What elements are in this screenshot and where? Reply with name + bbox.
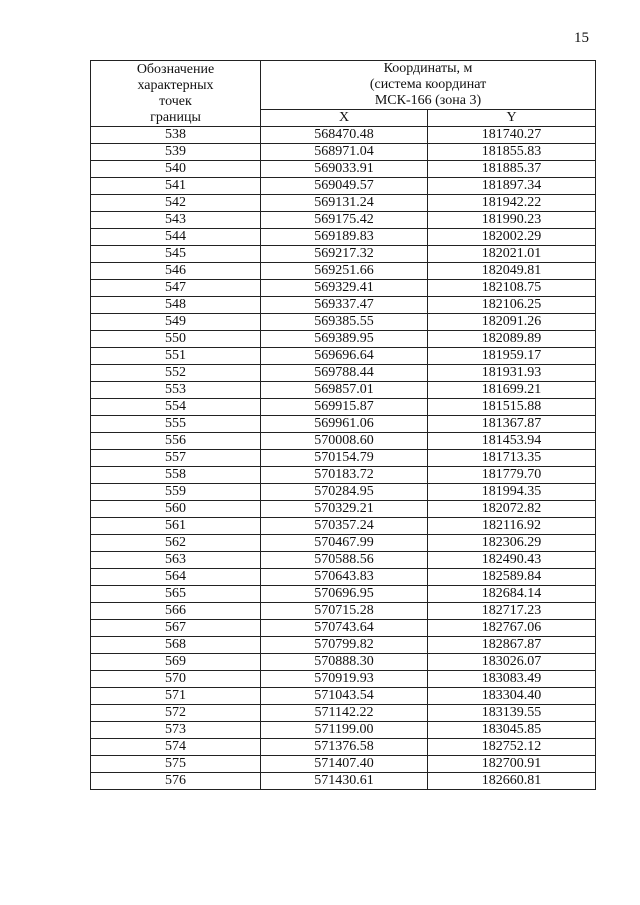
y-coordinate-cell: 181959.17 — [428, 348, 596, 365]
x-coordinate-cell: 570919.93 — [261, 671, 428, 688]
point-id-cell: 542 — [91, 195, 261, 212]
y-coordinate-cell: 182091.26 — [428, 314, 596, 331]
y-coordinate-cell: 182021.01 — [428, 246, 596, 263]
table-row — [91, 280, 596, 297]
y-coordinate-cell: 182589.84 — [428, 569, 596, 586]
x-coordinate-cell: 570715.28 — [261, 603, 428, 620]
y-coordinate-cell: 181367.87 — [428, 416, 596, 433]
y-coordinate-cell: 182306.29 — [428, 535, 596, 552]
table-row — [91, 518, 596, 535]
x-coordinate-cell: 569788.44 — [261, 365, 428, 382]
table-row — [91, 399, 596, 416]
table-row — [91, 144, 596, 161]
point-id-cell: 545 — [91, 246, 261, 263]
x-coordinate-cell: 570696.95 — [261, 586, 428, 603]
table-row — [91, 501, 596, 518]
x-coordinate-cell: 571376.58 — [261, 739, 428, 756]
point-id-cell: 539 — [91, 144, 261, 161]
table-row — [91, 620, 596, 637]
y-coordinate-cell: 182700.91 — [428, 756, 596, 773]
table-body — [91, 127, 596, 790]
point-id-cell: 571 — [91, 688, 261, 705]
point-id-cell: 555 — [91, 416, 261, 433]
point-id-cell: 562 — [91, 535, 261, 552]
point-id-cell: 559 — [91, 484, 261, 501]
table-row — [91, 569, 596, 586]
y-coordinate-cell: 183083.49 — [428, 671, 596, 688]
x-coordinate-cell: 569385.55 — [261, 314, 428, 331]
table-row — [91, 756, 596, 773]
x-coordinate-cell: 571407.40 — [261, 756, 428, 773]
x-coordinate-cell: 570284.95 — [261, 484, 428, 501]
y-coordinate-cell: 182752.12 — [428, 739, 596, 756]
y-coordinate-cell: 181779.70 — [428, 467, 596, 484]
point-id-cell: 576 — [91, 773, 261, 790]
x-coordinate-cell: 569389.95 — [261, 331, 428, 348]
y-coordinate-cell: 181855.83 — [428, 144, 596, 161]
point-id-cell: 540 — [91, 161, 261, 178]
x-coordinate-cell: 569189.83 — [261, 229, 428, 246]
point-id-cell: 570 — [91, 671, 261, 688]
table-row — [91, 212, 596, 229]
table-row — [91, 773, 596, 790]
point-id-cell: 541 — [91, 178, 261, 195]
y-coordinate-cell: 182116.92 — [428, 518, 596, 535]
x-coordinate-cell: 569049.57 — [261, 178, 428, 195]
y-coordinate-cell: 182072.82 — [428, 501, 596, 518]
y-coordinate-cell: 181931.93 — [428, 365, 596, 382]
y-coordinate-cell: 183045.85 — [428, 722, 596, 739]
y-coordinate-cell: 183026.07 — [428, 654, 596, 671]
x-coordinate-cell: 570357.24 — [261, 518, 428, 535]
x-coordinate-cell: 570799.82 — [261, 637, 428, 654]
table-row — [91, 654, 596, 671]
header-y: Y — [428, 110, 596, 127]
x-coordinate-cell: 569915.87 — [261, 399, 428, 416]
point-id-cell: 551 — [91, 348, 261, 365]
table-row — [91, 195, 596, 212]
table-row — [91, 688, 596, 705]
x-coordinate-cell: 570183.72 — [261, 467, 428, 484]
x-coordinate-cell: 570643.83 — [261, 569, 428, 586]
y-coordinate-cell: 181942.22 — [428, 195, 596, 212]
y-coordinate-cell: 182867.87 — [428, 637, 596, 654]
table-row — [91, 297, 596, 314]
x-coordinate-cell: 570588.56 — [261, 552, 428, 569]
table-row — [91, 433, 596, 450]
y-coordinate-cell: 181990.23 — [428, 212, 596, 229]
y-coordinate-cell: 181453.94 — [428, 433, 596, 450]
table-row — [91, 722, 596, 739]
point-id-cell: 538 — [91, 127, 261, 144]
x-coordinate-cell: 569251.66 — [261, 263, 428, 280]
x-coordinate-cell: 569329.41 — [261, 280, 428, 297]
table-row — [91, 552, 596, 569]
x-coordinate-cell: 571043.54 — [261, 688, 428, 705]
x-coordinate-cell: 570008.60 — [261, 433, 428, 450]
point-id-cell: 569 — [91, 654, 261, 671]
y-coordinate-cell: 181699.21 — [428, 382, 596, 399]
table-row — [91, 671, 596, 688]
y-coordinate-cell: 181897.34 — [428, 178, 596, 195]
y-coordinate-cell: 182767.06 — [428, 620, 596, 637]
point-id-cell: 565 — [91, 586, 261, 603]
x-coordinate-cell: 570329.21 — [261, 501, 428, 518]
table-row — [91, 263, 596, 280]
point-id-cell: 550 — [91, 331, 261, 348]
point-id-cell: 554 — [91, 399, 261, 416]
x-coordinate-cell: 569131.24 — [261, 195, 428, 212]
y-coordinate-cell: 181515.88 — [428, 399, 596, 416]
table-row — [91, 484, 596, 501]
point-id-cell: 556 — [91, 433, 261, 450]
point-id-cell: 574 — [91, 739, 261, 756]
x-coordinate-cell: 570467.99 — [261, 535, 428, 552]
point-id-cell: 549 — [91, 314, 261, 331]
coordinates-table — [90, 60, 596, 790]
table-row — [91, 331, 596, 348]
table-row — [91, 637, 596, 654]
x-coordinate-cell: 570888.30 — [261, 654, 428, 671]
x-coordinate-cell: 569033.91 — [261, 161, 428, 178]
y-coordinate-cell: 182002.29 — [428, 229, 596, 246]
point-id-cell: 575 — [91, 756, 261, 773]
point-id-cell: 564 — [91, 569, 261, 586]
table-row — [91, 229, 596, 246]
y-coordinate-cell: 182717.23 — [428, 603, 596, 620]
table-row — [91, 314, 596, 331]
y-coordinate-cell: 181713.35 — [428, 450, 596, 467]
x-coordinate-cell: 569857.01 — [261, 382, 428, 399]
x-coordinate-cell: 568470.48 — [261, 127, 428, 144]
y-coordinate-cell: 182089.89 — [428, 331, 596, 348]
header-x: X — [261, 110, 428, 127]
x-coordinate-cell: 569696.64 — [261, 348, 428, 365]
table-row — [91, 467, 596, 484]
table-row — [91, 365, 596, 382]
point-id-cell: 573 — [91, 722, 261, 739]
point-id-cell: 558 — [91, 467, 261, 484]
y-coordinate-cell: 183304.40 — [428, 688, 596, 705]
point-id-cell: 563 — [91, 552, 261, 569]
table-row — [91, 246, 596, 263]
point-id-cell: 567 — [91, 620, 261, 637]
y-coordinate-cell: 181994.35 — [428, 484, 596, 501]
x-coordinate-cell: 570743.64 — [261, 620, 428, 637]
x-coordinate-cell: 568971.04 — [261, 144, 428, 161]
y-coordinate-cell: 182106.25 — [428, 297, 596, 314]
y-coordinate-cell: 182490.43 — [428, 552, 596, 569]
table-row — [91, 586, 596, 603]
point-id-cell: 552 — [91, 365, 261, 382]
table-row — [91, 127, 596, 144]
table-row — [91, 382, 596, 399]
point-id-cell: 561 — [91, 518, 261, 535]
y-coordinate-cell: 181885.37 — [428, 161, 596, 178]
point-id-cell: 547 — [91, 280, 261, 297]
table-row — [91, 178, 596, 195]
page-number: 15 — [574, 30, 589, 46]
x-coordinate-cell: 569175.42 — [261, 212, 428, 229]
y-coordinate-cell: 182660.81 — [428, 773, 596, 790]
table-row — [91, 705, 596, 722]
y-coordinate-cell: 181740.27 — [428, 127, 596, 144]
y-coordinate-cell: 182108.75 — [428, 280, 596, 297]
table-row — [91, 739, 596, 756]
point-id-cell: 553 — [91, 382, 261, 399]
table-row — [91, 450, 596, 467]
x-coordinate-cell: 569961.06 — [261, 416, 428, 433]
point-id-cell: 543 — [91, 212, 261, 229]
point-id-cell: 572 — [91, 705, 261, 722]
point-id-cell: 566 — [91, 603, 261, 620]
table-row — [91, 535, 596, 552]
x-coordinate-cell: 570154.79 — [261, 450, 428, 467]
point-id-cell: 568 — [91, 637, 261, 654]
x-coordinate-cell: 571199.00 — [261, 722, 428, 739]
y-coordinate-cell: 183139.55 — [428, 705, 596, 722]
point-id-cell: 560 — [91, 501, 261, 518]
table-row — [91, 348, 596, 365]
table-row — [91, 603, 596, 620]
x-coordinate-cell: 571142.22 — [261, 705, 428, 722]
header-coordinates: Координаты, м (система координат МСК-166 (зона 3) — [261, 61, 596, 110]
x-coordinate-cell: 571430.61 — [261, 773, 428, 790]
point-id-cell: 548 — [91, 297, 261, 314]
x-coordinate-cell: 569337.47 — [261, 297, 428, 314]
header-boundary-points: Обозначение характерных точек границы — [91, 61, 261, 127]
point-id-cell: 546 — [91, 263, 261, 280]
point-id-cell: 544 — [91, 229, 261, 246]
table-row — [91, 161, 596, 178]
y-coordinate-cell: 182049.81 — [428, 263, 596, 280]
y-coordinate-cell: 182684.14 — [428, 586, 596, 603]
table-row — [91, 416, 596, 433]
point-id-cell: 557 — [91, 450, 261, 467]
x-coordinate-cell: 569217.32 — [261, 246, 428, 263]
